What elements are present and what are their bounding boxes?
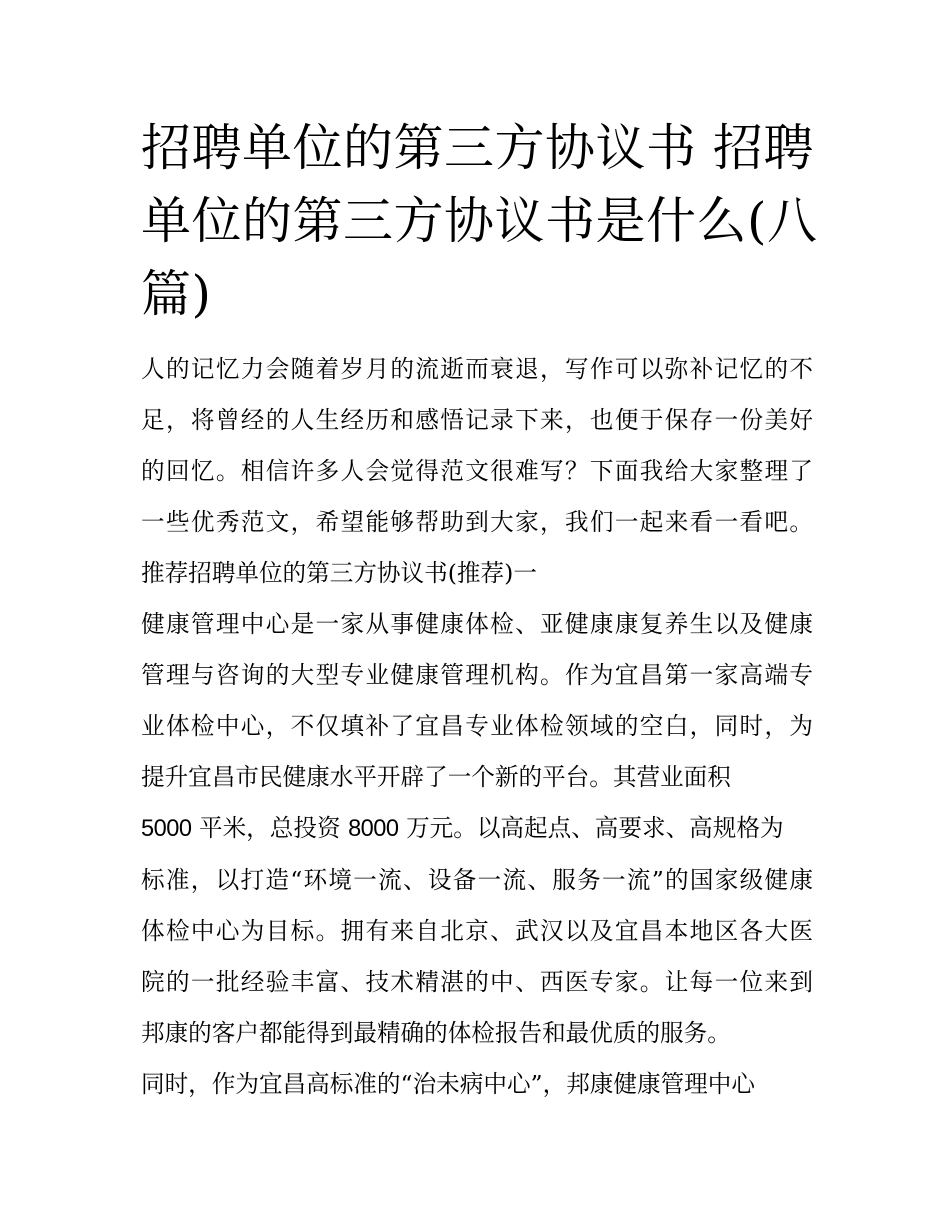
body-line: 标准，以打造“环境一流、设备一流、服务一流”的国家级健康 [141,866,813,894]
body-paragraph [141,599,813,1059]
title-line: 招聘单位的第三方协议书 招聘 [141,119,814,177]
body-line: 业体检中心，不仅填补了宜昌专业体检领域的空白，同时，为 [141,712,813,740]
document-title [141,112,818,331]
investment-value: 8000 [348,816,399,842]
area-rest: 万元。以高起点、高要求、高规格为 [406,814,784,842]
intro-line: 一些优秀范文，希望能够帮助到大家，我们一起来看一看吧。 [141,508,813,536]
area-value: 5000 [141,816,192,842]
body-line: 提升宜昌市民健康水平开辟了一个新的平台。其营业面积 [141,763,731,791]
closing-line: 同时，作为宜昌高标准的“治未病中心”，邦康健康管理中心 [141,1070,755,1098]
body-line: 健康管理中心是一家从事健康体检、亚健康康复养生以及健康 [141,610,813,638]
body-line: 院的一批经验丰富、技术精湛的中、西医专家。让每一位来到 [141,968,813,996]
title-line: 单位的第三方协议书是什么(八 [141,192,818,250]
section-heading-text: 推荐招聘单位的第三方协议书(推荐)一 [141,559,537,587]
title-line: 篇) [141,265,212,323]
document-page [141,112,818,1110]
intro-line: 足，将曾经的人生经历和感悟记录下来，也便于保存一份美好 [141,406,813,434]
body-line: 邦康的客户都能得到最精确的体检报告和最优质的服务。 [141,1019,731,1047]
body-line: 体检中心为目标。拥有来自北京、武汉以及宜昌本地区各大医 [141,917,813,945]
closing-paragraph [141,1059,813,1110]
body-line: 管理与咨询的大型专业健康管理机构。作为宜昌第一家高端专 [141,661,813,689]
intro-line: 人的记忆力会随着岁月的流逝而衰退，写作可以弥补记忆的不 [141,355,813,383]
area-mid: 平米，总投资 [199,814,341,842]
body-line-area [141,803,813,855]
section-heading [141,548,813,599]
intro-paragraph [141,344,813,548]
intro-line: 的回忆。相信许多人会觉得范文很难写？下面我给大家整理了 [141,457,813,485]
